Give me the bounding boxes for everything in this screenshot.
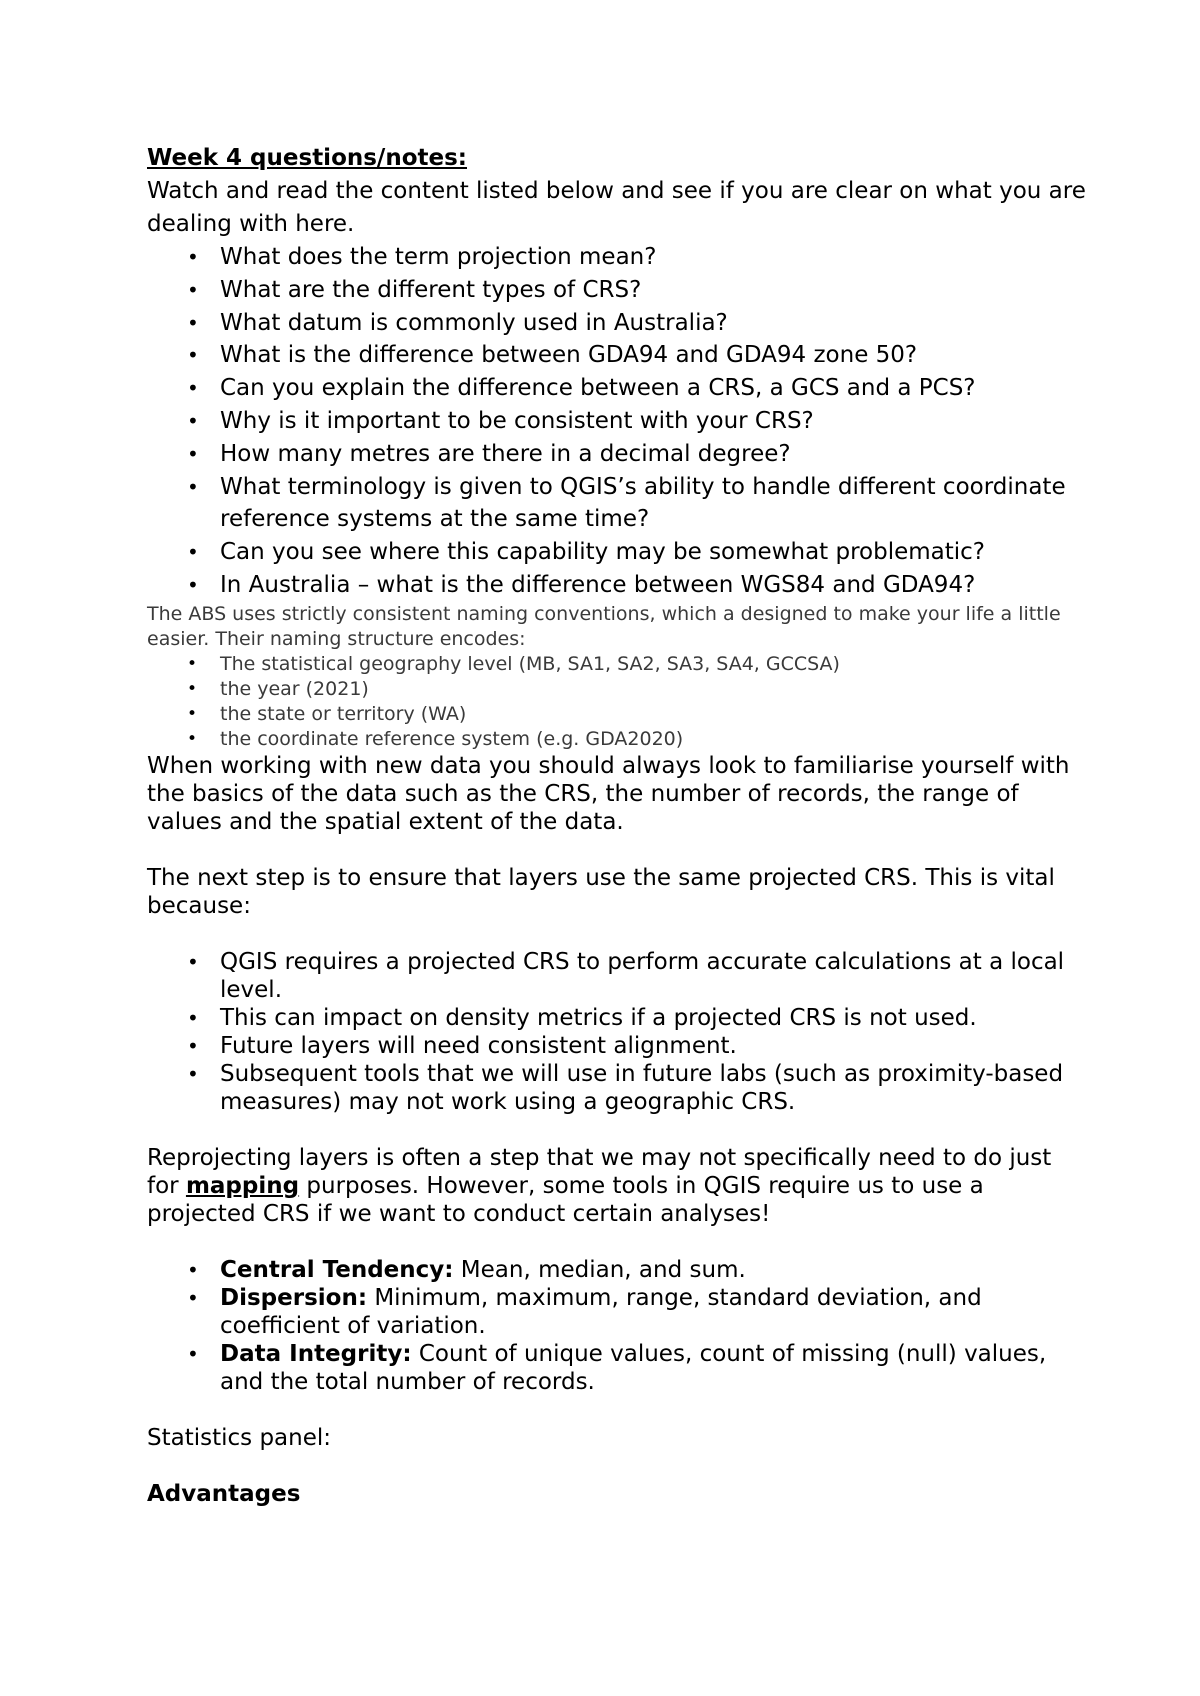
- list-item: • Future layers will need consistent alignment.: [147, 1032, 1087, 1060]
- list-item: • This can impact on density metrics if a projected CRS is not used.: [147, 1004, 1087, 1032]
- list-item: • What datum is commonly used in Australia?: [147, 307, 1087, 340]
- next-step-paragraph: The next step is to ensure that layers use the same projected CRS. This is vital because:: [147, 864, 1055, 919]
- list-item: • The statistical geography level (MB, SA1, SA2, SA3, SA4, GCCSA): [147, 652, 1087, 677]
- list-item: • What are the different types of CRS?: [147, 274, 1087, 307]
- list-item: [147, 1340, 1087, 1396]
- list-item: • the year (2021): [147, 677, 1087, 702]
- list-item: • Can you see where this capability may be somewhat problematic?: [147, 536, 1087, 569]
- list-item: • What does the term projection mean?: [147, 241, 1087, 274]
- list-item: • the coordinate reference system (e.g. GDA2020): [147, 727, 1087, 752]
- document-page: [147, 142, 1087, 1508]
- intro-paragraph: Watch and read the content listed below and see if you are clear on what you are dealing with here.: [147, 178, 1086, 237]
- mapping-emphasis: mapping: [185, 1172, 300, 1199]
- stat-description: Mean, median, and sum.: [453, 1256, 746, 1283]
- reproject-text-before: Reprojecting layers is often a step that we may not specifically need to do just for: [147, 1144, 1052, 1199]
- list-item: • What terminology is given to QGIS’s ability to handle different coordinate reference systems at the same time?: [147, 471, 1087, 537]
- stat-description: Count of unique values, count of missing (null) values, and the total number of records.: [220, 1340, 1047, 1395]
- statistics-panel-label: Statistics panel:: [147, 1424, 332, 1451]
- list-item: • How many metres are there in a decimal degree?: [147, 438, 1087, 471]
- abs-note: The ABS uses strictly consistent naming conventions, which a designed to make your life a little easier. Their naming structure encodes:: [147, 602, 1061, 650]
- list-item: • QGIS requires a projected CRS to perform accurate calculations at a local level.: [147, 948, 1087, 1004]
- list-item: • Why is it important to be consistent with your CRS?: [147, 405, 1087, 438]
- list-item: • What is the difference between GDA94 and GDA94 zone 50?: [147, 339, 1087, 372]
- stat-description: Minimum, maximum, range, standard deviation, and coefficient of variation.: [220, 1284, 982, 1339]
- list-item: • the state or territory (WA): [147, 702, 1087, 727]
- stat-term: Dispersion:: [220, 1284, 368, 1311]
- list-item: [147, 1284, 1087, 1340]
- spacer: [147, 1452, 1087, 1480]
- page-title: Week 4 questions/notes:: [147, 145, 467, 171]
- spacer: [147, 920, 1087, 948]
- spacer: [147, 1116, 1087, 1144]
- reasons-list: [147, 948, 1087, 1116]
- reproject-text-after: purposes. However, some tools in QGIS require us to use a projected CRS if we want to conduct certain analyses!: [147, 1172, 984, 1227]
- spacer: [147, 836, 1087, 864]
- questions-list: [147, 241, 1087, 602]
- spacer: [147, 1228, 1087, 1256]
- list-item: • Subsequent tools that we will use in future labs (such as proximity-based measures) may not work using a geographic CRS.: [147, 1060, 1087, 1116]
- advantages-heading: Advantages: [147, 1480, 301, 1507]
- list-item: • Can you explain the difference between a CRS, a GCS and a PCS?: [147, 372, 1087, 405]
- reprojecting-paragraph: [147, 1144, 1087, 1228]
- stat-term: Central Tendency:: [220, 1256, 454, 1283]
- familiarise-paragraph: When working with new data you should always look to familiarise yourself with the basics of the data such as the CRS, the number of records, the range of values and the spatial extent of the data.: [147, 752, 1070, 835]
- spacer: [147, 1396, 1087, 1424]
- stat-term: Data Integrity:: [220, 1340, 412, 1367]
- abs-naming-list: [147, 652, 1087, 752]
- list-item: • In Australia – what is the difference between WGS84 and GDA94?: [147, 569, 1087, 602]
- statistics-list: [147, 1256, 1087, 1396]
- list-item: [147, 1256, 1087, 1284]
